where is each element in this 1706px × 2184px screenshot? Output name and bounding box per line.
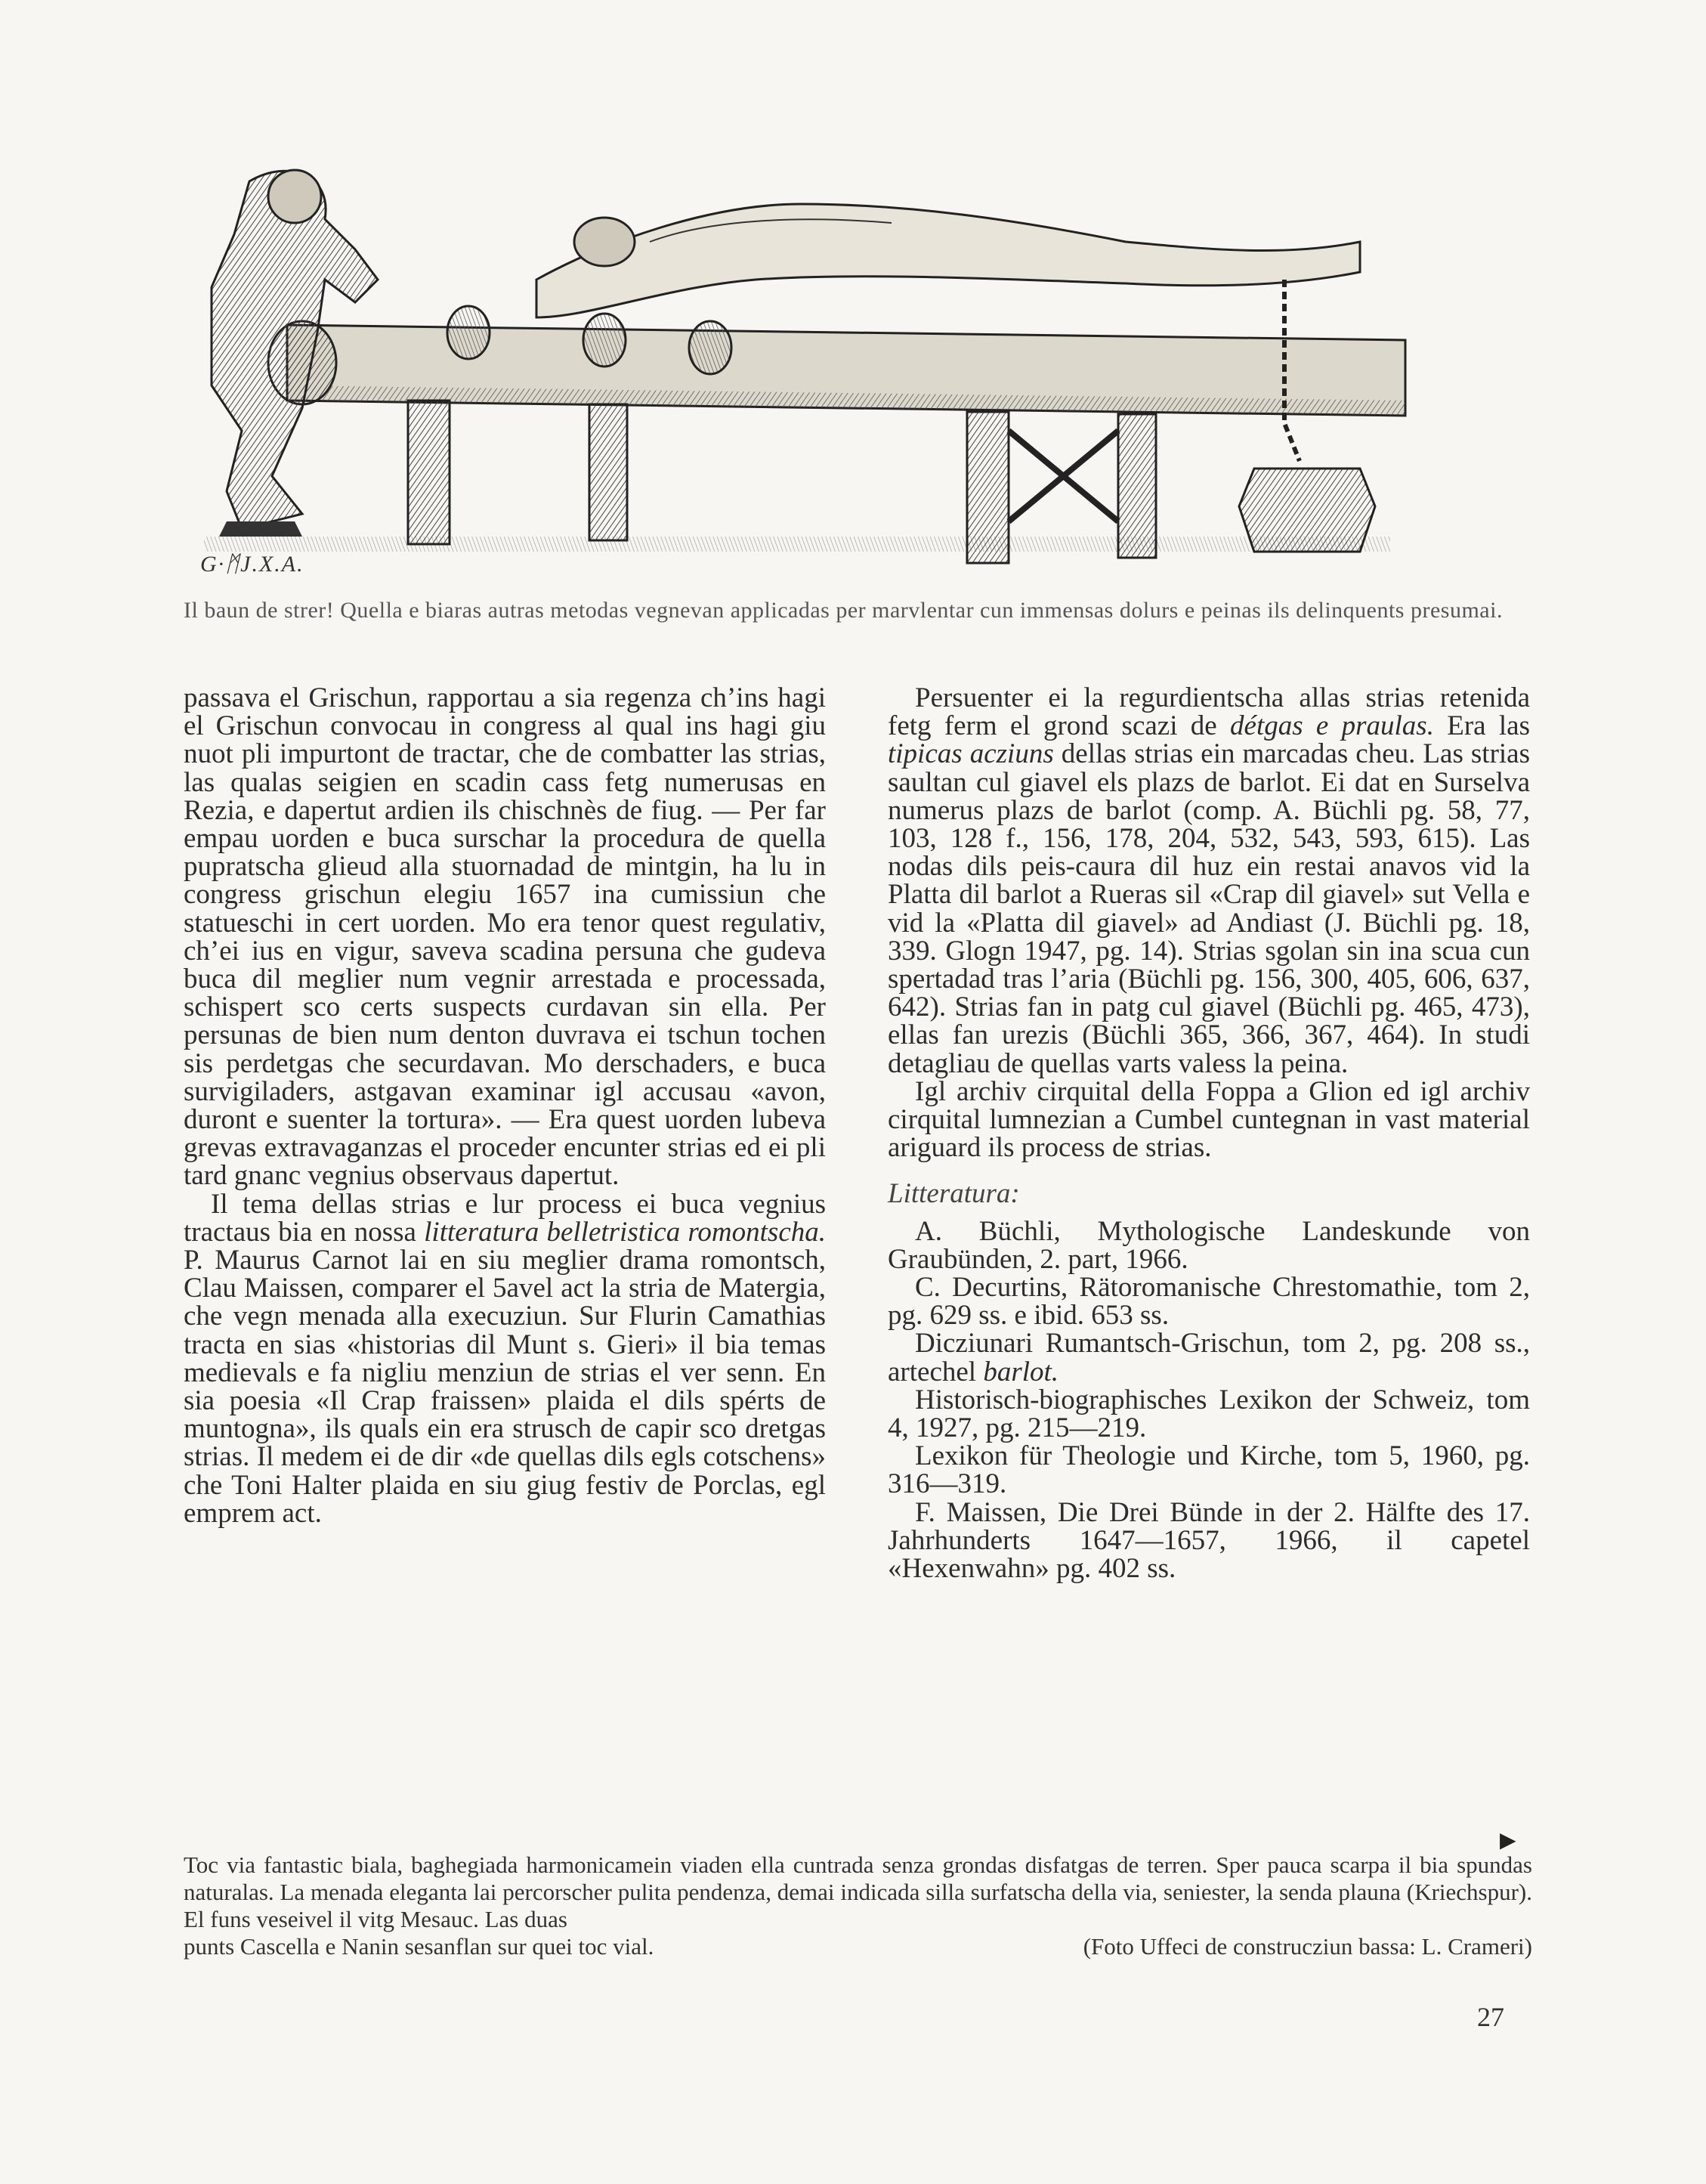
paragraph: Persuenter ei la regurdientscha allas strias retenida fetg ferm el grond scazi de détgas e praulas. Era las tipicas acziuns dellas strias ein marcadas cheu. Las strias saultan cul giavel els plazs de barlot. Ei dat en Surselva numerus plazs de barlot (comp. A. Büchli pg. 58, 77, 103, 128 f., 156, 178, 204, 532, 543, 593, 615). Las nodas dils peis-caura dil huz ein restai anavos vid la Platta dil barlot a Rueras sil «Crap dil giavel» sut Vella e vid la «Platta dil giavel» ad Andiast (J. Büchli pg. 18, 339. Glogn 1947, pg. 14). Strias sgolan sin ina scua cun spertadad tras l’aria (Büchli pg. 156, 300, 405, 606, 637, 642). Strias fan in patg cul giavel (Büchli pg. 465, 473), ellas fan urezis (Büchli 365, 366, 367, 464). In studi detagliau de quellas varts valess la peina. bbox=[888, 682, 1530, 1079]
photo-caption-text: Toc via fantastic biala, baghegiada harmonicamein viaden ella cuntrada senza grondas disfatgas de terren. Sper pauca scarpa il bia spundas naturalas. La menada eleganta lai percorscher pulita pendenza, demai indicada silla surfatscha della via, seniester, la senda plauna (Kriechspur). El funs veseivel il vitg Mesauc. Las duas bbox=[184, 1851, 1532, 1932]
literature-heading: Litteratura: bbox=[888, 1178, 1020, 1210]
right-column bbox=[888, 682, 1530, 1585]
reference-item: Historisch-biographisches Lexikon der Schweiz, tom 4, 1927, pg. 215—219. bbox=[888, 1384, 1530, 1444]
reference-item: F. Maissen, Die Drei Bünde in der 2. Hälfte des 17. Jahrhunderts 1647—1657, 1966, il capetel «Hexenwahn» pg. 402 ss. bbox=[888, 1496, 1530, 1585]
left-column bbox=[184, 684, 826, 1527]
reference-item: Lexikon für Theologie und Kirche, tom 5, 1960, pg. 316—319. bbox=[888, 1440, 1530, 1500]
reference-item: C. Decurtins, Rätoromanische Chrestomathie, tom 2, pg. 629 ss. e ibid. 653 ss. bbox=[888, 1272, 1530, 1332]
reference-item: Dicziunari Rumantsch-Grischun, tom 2, pg. 208 ss., artechel barlot. bbox=[888, 1328, 1530, 1387]
photo-caption-last-line bbox=[184, 1933, 1532, 1960]
illustration-caption: Il baun de strer! Quella e biaras autras metodas vegnevan applicadas per marvlentar cun immensas dolurs e peinas ils delinquents presumai. bbox=[184, 598, 1503, 623]
paragraph: Il tema dellas strias e lur process ei buca vegnius tractaus bia en nossa litteratura belletristica romontscha. P. Maurus Carnot lai en siu meglier drama romontsch, Clau Maissen, comparer el 5avel act la stria de Matergia, che vegn menada alla execuziun. Sur Flurin Camathias tracta en sias «historias dil Munt s. Gieri» il bia temas medievals e fa nigliu menziun de strias el ver senn. En sia poesia «Il Crap fraissen» plaida el dils spérts de muntogna», ils quals ein era strusch de capir sco dretgas strias. Il medem ei de dir «de quellas dils egls cotschens» che Toni Halter plaida en siu giug festiv de Porclas, egl emprem act. bbox=[184, 1188, 826, 1529]
page-number: 27 bbox=[1477, 2002, 1504, 2032]
artist-monogram: G·ᛗJ.X.A. bbox=[200, 552, 304, 577]
torture-rack-illustration bbox=[181, 159, 1413, 582]
reference-item: A. Büchli, Mythologische Landeskunde von Graubünden, 2. part, 1966. bbox=[888, 1215, 1530, 1275]
paragraph: passava el Grischun, rapportau a sia regenza ch’ins hagi el Grischun convocau in congress al qual ins hagi giu nuot pli impurtont de tractar, che de combatter las strias, las qualas seigien en scadin cass fetg numerusas en Rezia, e dapertut ardien ils chischnès de fiug. — Per far empau uorden e buca surschar la procedura de quella pupratscha glieud alla stuornadad de mintgin, ha lu in congress grischun elegiu 1657 ina cumissiun che statueschi in cert uorden. Mo era tenor quest regulativ, ch’ei ius en vigur, saveva scadina persuna che gudeva buca dil meglier num vegnir arrestada e processada, schispert sco certs suspects curdavan sin ella. Per persunas de bien num denton duvrava ei tschun tochen sis perdetgas che securdavan. Mo derschaders, e buca survigiladers, astgavan examinar igl accusau «avon, duront e suenter la tortura». — Era quest uorden lubeva grevas extravaganzas el proceder encunter strias ed ei pli tard gnanc vegnius observaus dapertut. bbox=[184, 682, 826, 1192]
photo-caption-end: punts Cascella e Nanin sesanflan sur quei toc vial. bbox=[184, 1933, 654, 1960]
photo-credit: (Foto Uffeci de construcziun bassa: L. Crameri) bbox=[1083, 1933, 1532, 1960]
paragraph: Igl archiv cirquital della Foppa a Glion ed igl archiv cirquital lumnezian a Cumbel cuntegnan in vast material ariguard ils process de strias. bbox=[888, 1075, 1530, 1164]
engraving-image bbox=[181, 159, 1413, 582]
photo-caption bbox=[184, 1851, 1532, 1960]
continue-arrow-icon: ▶ bbox=[1500, 1829, 1516, 1852]
